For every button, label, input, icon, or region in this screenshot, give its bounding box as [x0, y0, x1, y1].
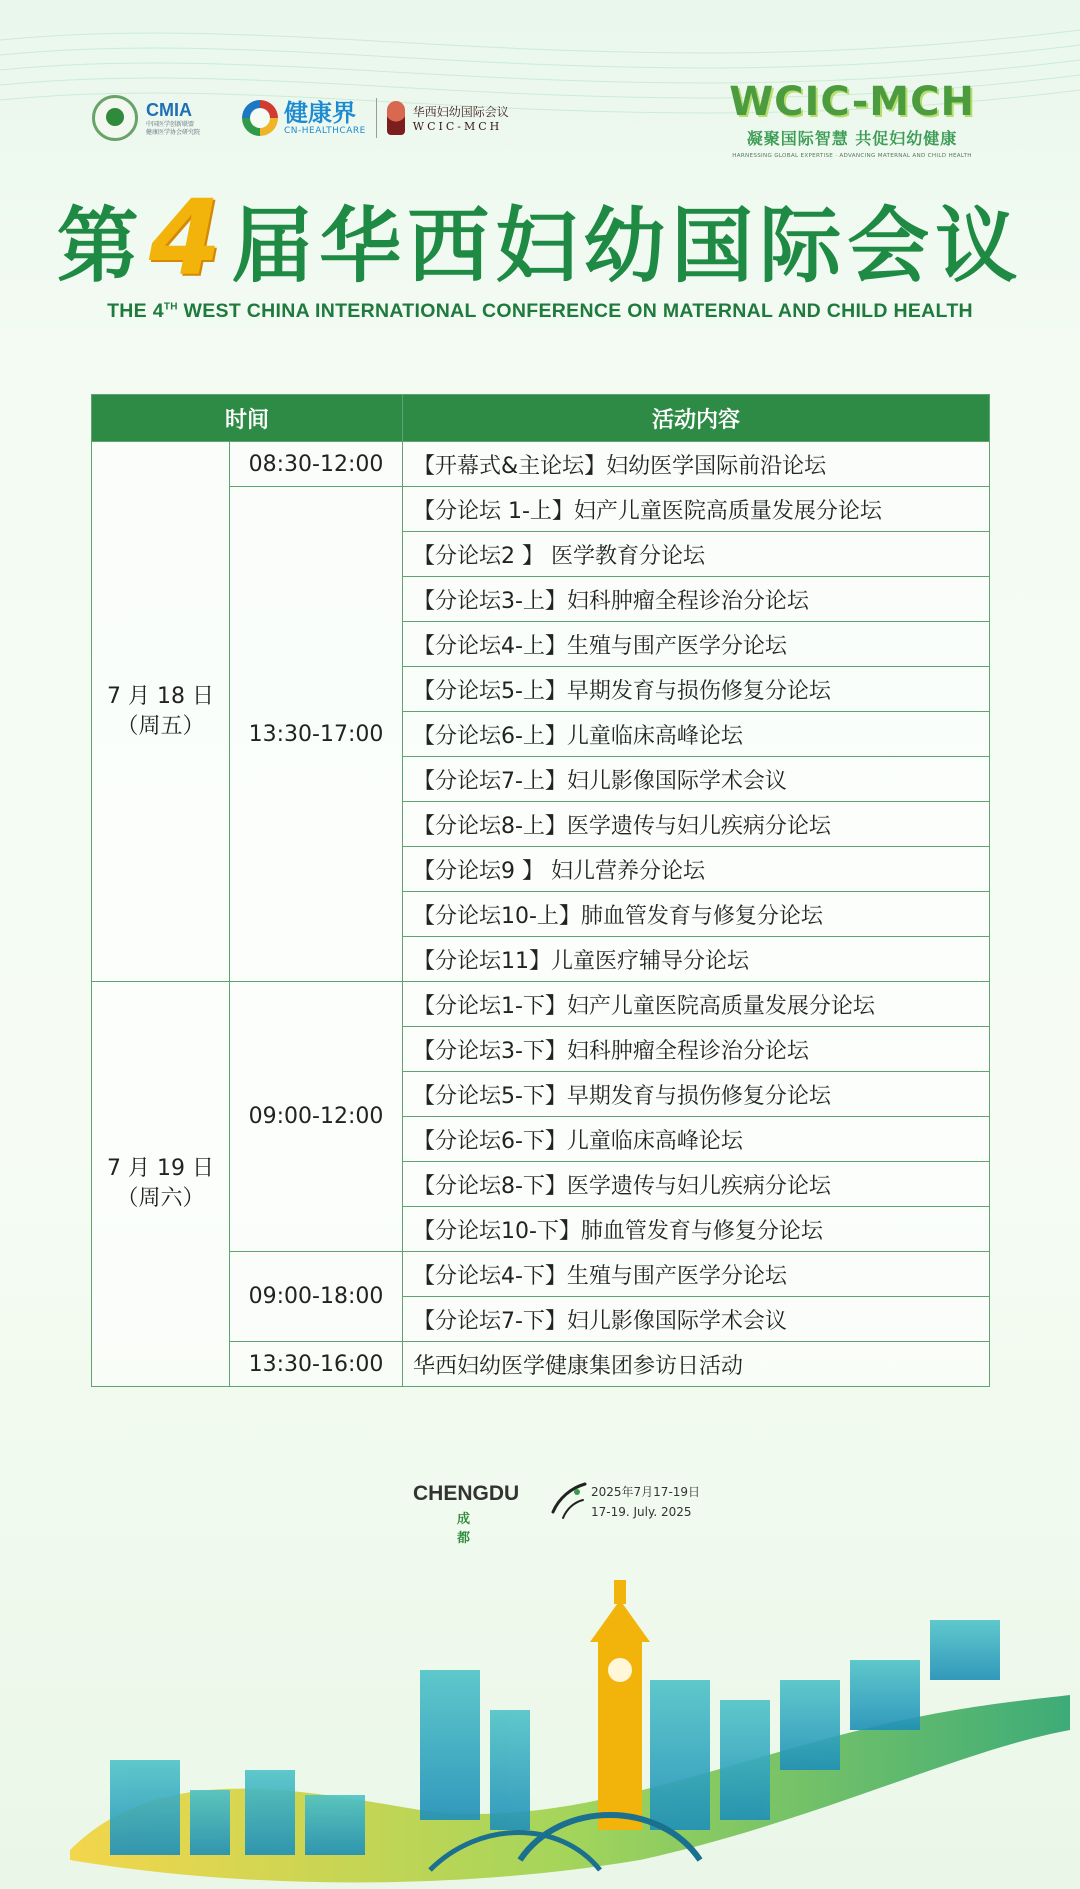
header-time: 时间 — [92, 395, 403, 442]
cn-healthcare-logo — [284, 100, 366, 136]
title-number: 4 — [148, 177, 228, 299]
date-label: 7 月 19 日 — [107, 1156, 214, 1181]
cn-healthcare-emblem-icon — [242, 100, 278, 136]
page-title — [0, 177, 1080, 299]
event-date-cn: 2025年7月17-19日 — [591, 1485, 701, 1499]
activity-cell: 【开幕式&主论坛】妇幼医学国际前沿论坛 — [403, 442, 990, 487]
partner-logos — [92, 92, 509, 144]
activity-cell: 【分论坛 1-上】妇产儿童医院高质量发展分论坛 — [403, 487, 990, 532]
time-cell: 13:30-16:00 — [230, 1342, 403, 1387]
brand-title: WCIC-MCH — [729, 79, 975, 125]
activity-cell: 【分论坛9 】 妇儿营养分论坛 — [403, 847, 990, 892]
time-cell: 13:30-17:00 — [230, 487, 403, 982]
brand-slogan: 凝聚国际智慧 共促妇幼健康 — [746, 129, 958, 148]
weekday-label: （周五） — [116, 713, 205, 739]
page-subtitle-en — [0, 300, 1080, 323]
activity-cell: 【分论坛7-下】妇儿影像国际学术会议 — [403, 1297, 990, 1342]
activity-cell: 【分论坛5-下】早期发育与损伤修复分论坛 — [403, 1072, 990, 1117]
subtitle-part-1: THE 4 — [107, 300, 164, 322]
activity-cell: 华西妇幼医学健康集团参访日活动 — [403, 1342, 990, 1387]
activity-cell: 【分论坛10-上】肺血管发育与修复分论坛 — [403, 892, 990, 937]
wcic-small-logo-en: WCIC-MCH — [412, 120, 503, 133]
date-cell-day2 — [92, 982, 230, 1387]
date-label: 7 月 18 日 — [107, 683, 214, 709]
weekday-label: （周六） — [116, 1186, 205, 1211]
wcic-small-logo-cn: 华西妇幼国际会议 — [412, 105, 509, 119]
time-cell: 09:00-18:00 — [230, 1252, 403, 1342]
activity-cell: 【分论坛6-下】儿童临床高峰论坛 — [403, 1117, 990, 1162]
wcic-small-logo — [413, 103, 509, 133]
title-suffix: 届华西妇幼国际会议 — [231, 198, 1024, 294]
activity-cell: 【分论坛8-上】医学遗传与妇儿疾病分论坛 — [403, 802, 990, 847]
city-name-cn: 成都 — [457, 1512, 471, 1546]
schedule-table — [91, 394, 990, 1387]
subtitle-ordinal: TH — [163, 301, 178, 313]
activity-cell: 【分论坛3-上】妇科肿瘤全程诊治分论坛 — [403, 577, 990, 622]
cmia-logo — [146, 100, 232, 137]
cmia-logo-sub1: 中国医学创新联盟 — [146, 120, 195, 128]
activity-cell: 【分论坛4-下】生殖与围产医学分论坛 — [403, 1252, 990, 1297]
title-prefix: 第 — [56, 198, 145, 294]
cmia-logo-sub2: 健康医学协会研究院 — [146, 128, 201, 136]
wcic-flower-icon — [387, 101, 405, 135]
chengdu-skyline-illustration — [0, 1560, 1080, 1889]
activity-cell: 【分论坛6-上】儿童临床高峰论坛 — [403, 712, 990, 757]
city-name-en: CHENGDU — [413, 1482, 520, 1505]
logo-divider — [376, 98, 377, 138]
activity-cell: 【分论坛1-下】妇产儿童医院高质量发展分论坛 — [403, 982, 990, 1027]
time-cell: 09:00-12:00 — [230, 982, 403, 1252]
event-date-en: 17-19. July. 2025 — [591, 1505, 692, 1519]
date-cell-day1 — [92, 442, 230, 982]
brand-subtitle: HARNESSING GLOBAL EXPERTISE · ADVANCING MATERNAL AND CHILD HEALTH — [732, 153, 972, 159]
activity-cell: 【分论坛7-上】妇儿影像国际学术会议 — [403, 757, 990, 802]
table-row — [92, 982, 990, 1027]
association-seal-logo — [92, 95, 138, 141]
table-header-row — [92, 395, 990, 442]
panda-brush-icon — [549, 1478, 589, 1524]
subtitle-part-2: WEST CHINA INTERNATIONAL CONFERENCE ON MATERNAL AND CHILD HEALTH — [177, 300, 973, 322]
activity-cell: 【分论坛4-上】生殖与围产医学分论坛 — [403, 622, 990, 667]
activity-cell: 【分论坛10-下】肺血管发育与修复分论坛 — [403, 1207, 990, 1252]
wcic-brand-logo — [712, 80, 992, 159]
activity-cell: 【分论坛5-上】早期发育与损伤修复分论坛 — [403, 667, 990, 712]
cn-healthcare-logo-en: CN-HEALTHCARE — [284, 126, 366, 136]
activity-cell: 【分论坛3-下】妇科肿瘤全程诊治分论坛 — [403, 1027, 990, 1072]
activity-cell: 【分论坛8-下】医学遗传与妇儿疾病分论坛 — [403, 1162, 990, 1207]
activity-cell: 【分论坛2 】 医学教育分论坛 — [403, 532, 990, 577]
header-activity: 活动内容 — [403, 395, 990, 442]
cmia-logo-text: CMIA — [146, 99, 192, 120]
time-cell: 08:30-12:00 — [230, 442, 403, 487]
event-dates — [591, 1482, 700, 1522]
cn-healthcare-logo-cn: 健康界 — [284, 99, 356, 127]
table-row — [92, 442, 990, 487]
activity-cell: 【分论坛11】儿童医疗辅导分论坛 — [403, 937, 990, 982]
